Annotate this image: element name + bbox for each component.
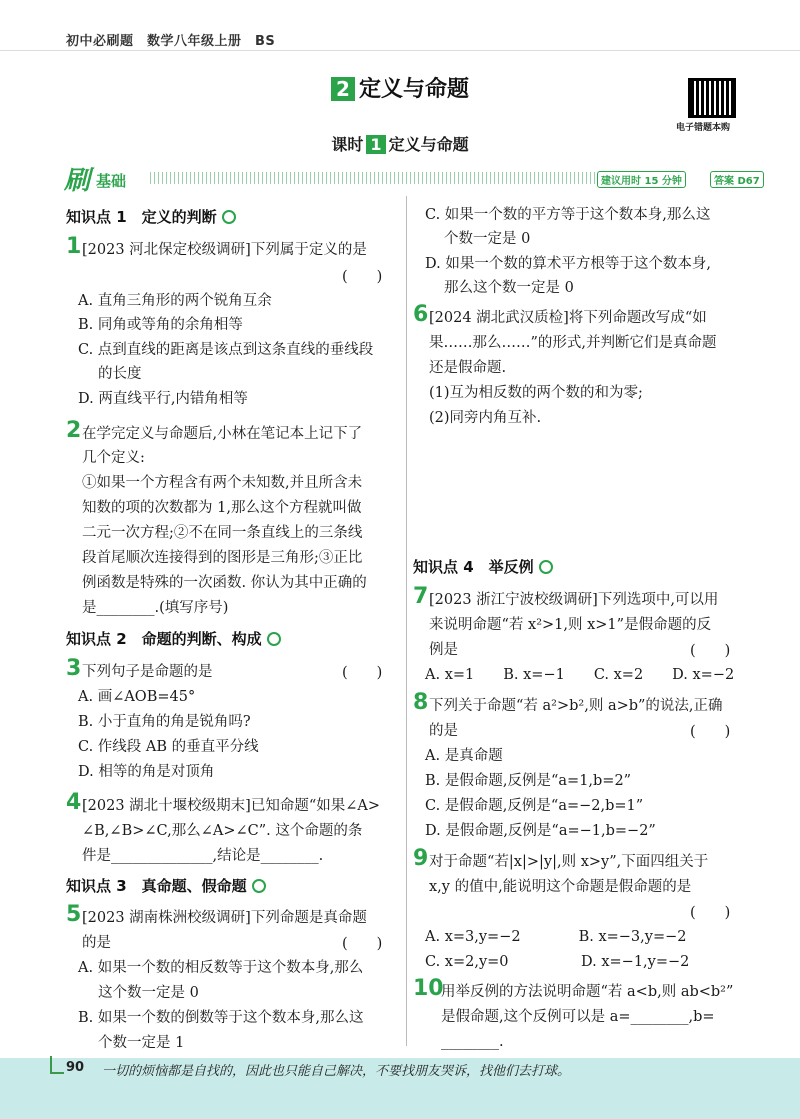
knowledge-point-3 — [66, 875, 266, 896]
q9-line: 对于命题“若|x|>|y|,则 x>y”,下面四组关于 — [429, 854, 709, 870]
q10-line: 用举反例的方法说明命题“若 a<b,则 ab<b²” — [441, 984, 734, 1000]
target-icon — [252, 879, 266, 893]
answer-page: D67 — [737, 176, 760, 187]
q6-line: [2024 湖北武汉质检]将下列命题改写成“如 — [429, 310, 707, 326]
q5-option-a-cont: 这个数一定是 0 — [98, 985, 199, 1001]
column-divider — [406, 196, 407, 1046]
footer-quote: 一切的烦恼都是自找的，因此也只能自己解决，不要找朋友哭诉，找他们去打球。 — [102, 1064, 571, 1079]
target-icon — [539, 560, 553, 574]
q1-answer-paren[interactable]: ( ) — [342, 269, 383, 285]
q5-number: 5 — [66, 902, 82, 927]
q7-answer-paren[interactable]: ( ) — [690, 643, 731, 659]
q5-option-c-cont: 个数一定是 0 — [444, 231, 531, 247]
q8-option-b: B. 是假命题,反例是“a=1,b=2” — [425, 773, 632, 789]
suggested-time-badge — [597, 171, 686, 188]
target-icon — [267, 632, 281, 646]
chapter-number: 2 — [331, 77, 355, 101]
q3-option-a: A. 画∠AOB=45° — [78, 689, 196, 705]
section-basic-label: 基础 — [96, 172, 127, 190]
q9-options-cd: C. x=2,y=0 D. x=−1,y=−2 — [425, 954, 690, 970]
lesson-prefix: 课时 — [331, 135, 364, 154]
q1-option-d: D. 两直线平行,内错角相等 — [78, 391, 248, 407]
target-icon — [222, 210, 236, 224]
shua-logo: 刷 — [64, 166, 91, 196]
q1-option-c-cont: 的长度 — [98, 366, 142, 382]
knowledge-point-2 — [66, 628, 281, 649]
q8-answer-paren[interactable]: ( ) — [690, 724, 731, 740]
q2-line: 二元一次方程;②不在同一条直线上的三条线 — [82, 525, 363, 541]
q7-options: A. x=1 B. x=−1 C. x=2 D. x=−2 — [425, 667, 735, 683]
leaf-icon — [50, 1056, 64, 1074]
q8-option-a: A. 是真命题 — [425, 748, 503, 764]
q8-line: 的是 — [429, 723, 458, 739]
q8-option-d: D. 是假命题,反例是“a=−1,b=−2” — [425, 823, 656, 839]
q1-stem: [2023 河北保定校级调研]下列属于定义的是 — [82, 242, 367, 258]
q5-option-b-cont: 个数一定是 1 — [98, 1035, 185, 1051]
q5-option-c: C. 如果一个数的平方等于这个数本身,那么这 — [425, 207, 711, 223]
q6-line: 还是假命题. — [429, 360, 507, 376]
q8-number: 8 — [413, 690, 429, 715]
answer-label: 答案 — [714, 176, 734, 187]
q10-number: 10 — [413, 976, 444, 1001]
q6-number: 6 — [413, 302, 429, 327]
q5-option-a: A. 如果一个数的相反数等于这个数本身,那么 — [78, 960, 364, 976]
lesson-title-text: 定义与命题 — [388, 135, 469, 154]
chapter-title-text: 定义与命题 — [358, 77, 469, 102]
kp1-label: 知识点 1 定义的判断 — [66, 208, 217, 226]
time-value: 15 分钟 — [644, 176, 682, 187]
q9-options-ab: A. x=3,y=−2 B. x=−3,y=−2 — [425, 929, 687, 945]
kp2-label: 知识点 2 命题的判断、构成 — [66, 630, 262, 648]
q5-option-d-cont: 那么这个数一定是 0 — [444, 280, 574, 296]
q7-number: 7 — [413, 584, 429, 609]
q2-line: 几个定义: — [82, 450, 145, 466]
q2-answer-blank[interactable]: 是________.(填写序号) — [82, 600, 229, 616]
q2-line: 在学完定义与命题后,小林在笔记本上记下了 — [82, 426, 363, 442]
kp4-label: 知识点 4 举反例 — [413, 558, 534, 576]
q3-option-b: B. 小于直角的角是锐角吗? — [78, 714, 251, 730]
q3-stem: 下列句子是命题的是 — [82, 664, 213, 680]
q2-line: 知数的项的次数都为 1,那么这个方程就叫做 — [82, 500, 362, 516]
q9-line: x,y 的值中,能说明这个命题是假命题的是 — [429, 879, 692, 895]
time-label: 建议用时 — [601, 176, 641, 187]
lesson-number: 1 — [366, 135, 385, 154]
answer-page-badge — [710, 171, 764, 188]
q2-line: ①如果一个方程含有两个未知数,并且所含未 — [82, 475, 363, 491]
band-decoration — [150, 172, 595, 184]
q6-item-1: (1)互为相反数的两个数的和为零; — [429, 385, 643, 401]
chapter-title — [0, 72, 800, 103]
page-number: 90 — [66, 1060, 85, 1075]
q1-option-c: C. 点到直线的距离是该点到这条直线的垂线段 — [78, 342, 374, 358]
q9-answer-paren[interactable]: ( ) — [690, 905, 731, 921]
q6-item-2: (2)同旁内角互补. — [429, 410, 542, 426]
q10-answer-blank[interactable]: ________. — [441, 1034, 504, 1050]
q5-option-d: D. 如果一个数的算术平方根等于这个数本身, — [425, 256, 711, 272]
q3-option-d: D. 相等的角是对顶角 — [78, 764, 215, 780]
q4-line: ∠B,∠B>∠C,那么∠A>∠C”. 这个命题的条 — [82, 823, 363, 839]
qr-caption: 电子错题本购 — [676, 123, 731, 133]
q2-line: 例函数是特殊的一次函数. 你认为其中正确的 — [82, 575, 367, 591]
knowledge-point-1 — [66, 206, 236, 227]
q2-number: 2 — [66, 418, 82, 443]
q7-line: [2023 浙江宁波校级调研]下列选项中,可以用 — [429, 592, 719, 608]
q5-answer-paren[interactable]: ( ) — [342, 936, 383, 952]
q6-line: 果……那么……”的形式,并判断它们是真命题 — [429, 335, 717, 351]
q2-line: 段首尾顺次连接得到的图形是三角形;③正比 — [82, 550, 363, 566]
header-divider — [0, 50, 800, 51]
q7-line: 例是 — [429, 642, 458, 658]
q5-line: 的是 — [82, 935, 111, 951]
knowledge-point-4 — [413, 556, 553, 577]
q4-number: 4 — [66, 790, 82, 815]
q7-line: 来说明命题“若 x²>1,则 x>1”是假命题的反 — [429, 617, 712, 633]
q5-line: [2023 湖南株洲校级调研]下列命题是真命题 — [82, 910, 367, 926]
q4-answer-blanks[interactable]: 件是______________,结论是________. — [82, 848, 324, 864]
lesson-title — [0, 132, 800, 155]
q8-line: 下列关于命题“若 a²>b²,则 a>b”的说法,正确 — [429, 698, 723, 714]
q5-option-b: B. 如果一个数的倒数等于这个数本身,那么这 — [78, 1010, 364, 1026]
q3-answer-paren[interactable]: ( ) — [342, 665, 383, 681]
q1-number: 1 — [66, 234, 82, 259]
book-header: 初中必刷题 数学八年级上册 BS — [66, 34, 276, 49]
q1-option-a: A. 直角三角形的两个锐角互余 — [78, 293, 272, 309]
kp3-label: 知识点 3 真命题、假命题 — [66, 877, 247, 895]
qr-code-icon[interactable] — [688, 78, 736, 118]
q4-line: [2023 湖北十堰校级期末]已知命题“如果∠A> — [82, 798, 381, 814]
q3-number: 3 — [66, 656, 82, 681]
q1-option-b: B. 同角或等角的余角相等 — [78, 317, 243, 333]
q8-option-c: C. 是假命题,反例是“a=−2,b=1” — [425, 798, 644, 814]
q9-number: 9 — [413, 846, 429, 871]
q3-option-c: C. 作线段 AB 的垂直平分线 — [78, 739, 259, 755]
q10-answer-blank[interactable]: 是假命题,这个反例可以是 a=________,b= — [441, 1009, 715, 1025]
